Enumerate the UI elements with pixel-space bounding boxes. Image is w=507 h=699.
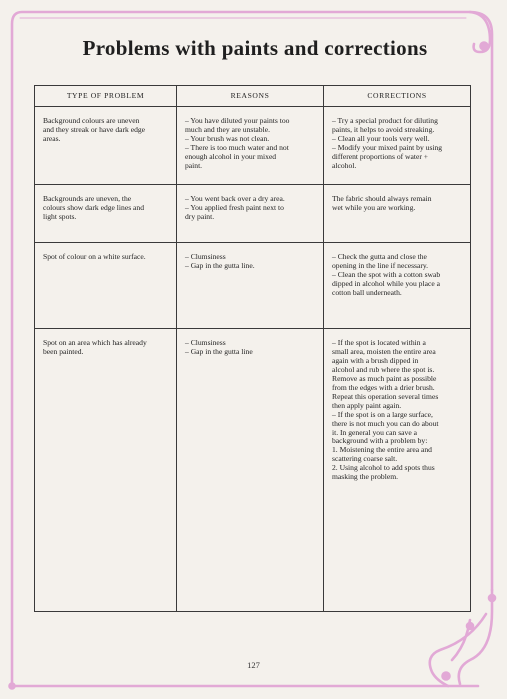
text-line: from the edges with a drier brush. (332, 382, 435, 392)
text-line: – Clumsiness (185, 338, 226, 347)
text-line: again with a brush dipped in (332, 355, 419, 365)
text-line: – There is too much water and not (185, 142, 289, 152)
text-line: – Clean the spot with a cotton swab (332, 269, 441, 279)
text-line: – Modify your mixed paint by using (332, 142, 443, 152)
problem-cell (35, 329, 177, 612)
text-line: – If the spot is located within a (332, 338, 426, 347)
text-line: – You applied fresh paint next to (185, 202, 284, 212)
text-line: – Gap in the gutta line (185, 346, 253, 356)
table-row (35, 107, 471, 185)
text-line: background with a problem by: (332, 436, 428, 446)
text-line: masking the problem. (332, 472, 399, 482)
text-line: light spots. (43, 211, 77, 221)
text-line: small area, moisten the entire area (332, 346, 436, 356)
text-line: colours show dark edge lines and (43, 202, 145, 212)
text-line: – Gap in the gutta line. (185, 260, 255, 270)
text-line: areas. (43, 133, 61, 143)
problems-table (34, 85, 471, 612)
text-line: – Your brush was not clean. (185, 133, 270, 143)
reasons-cell (177, 107, 324, 185)
table-row (35, 329, 471, 612)
text-line: there is not much you can do about (332, 418, 439, 428)
text-line: – If the spot is on a large surface, (332, 409, 433, 419)
text-line: – Clean all your tools very well. (332, 133, 430, 143)
header-type-of-problem: TYPE OF PROBLEM (35, 86, 177, 107)
text-line: dry paint. (185, 211, 215, 221)
text-line: Spot of colour on a white surface. (43, 252, 146, 261)
text-line: Background colours are uneven (43, 116, 140, 125)
text-line: Backgrounds are uneven, the (43, 194, 132, 203)
text-line: 1. Moistening the entire area and (332, 445, 432, 455)
problem-cell (35, 107, 177, 185)
text-line: alcohol. (332, 160, 357, 170)
text-line: alcohol and rub where the spot is. (332, 364, 435, 374)
text-line: – Try a special product for diluting (332, 116, 438, 125)
text-line: Remove as much paint as possible (332, 373, 437, 383)
text-line: paints, it helps to avoid streaking. (332, 124, 435, 134)
page-title: Problems with paints and corrections (82, 36, 428, 60)
header-corrections: CORRECTIONS (324, 86, 471, 107)
text-line: – You have diluted your paints too (185, 116, 290, 125)
text-line: opening in the line if necessary. (332, 260, 429, 270)
text-line: Repeat this operation several times (332, 391, 439, 401)
text-line: paint. (185, 160, 203, 170)
text-line: then apply paint again. (332, 400, 402, 410)
header-reasons: REASONS (177, 86, 324, 107)
corrections-cell (324, 329, 471, 612)
text-line: much and they are unstable. (185, 124, 270, 134)
text-line: – You went back over a dry area. (185, 194, 285, 203)
text-line: been painted. (43, 346, 84, 356)
text-line: scattering coarse salt. (332, 454, 398, 464)
text-line: dipped in alcohol while you place a (332, 278, 440, 288)
corrections-cell (324, 107, 471, 185)
table-row (35, 243, 471, 329)
text-line: Spot on an area which has already (43, 338, 147, 347)
problem-cell (35, 243, 177, 329)
text-line: wet while you are working. (332, 202, 416, 212)
page-number: 127 (247, 660, 260, 670)
corrections-cell (324, 243, 471, 329)
text-line: enough alcohol in your mixed (185, 151, 277, 161)
text-line: – Check the gutta and close the (332, 252, 427, 261)
table-row (35, 185, 471, 243)
reasons-cell (177, 185, 324, 243)
reasons-cell (177, 243, 324, 329)
table-header-row (35, 86, 471, 107)
text-line: it. In general you can save a (332, 427, 417, 437)
text-line: The fabric should always remain (332, 194, 432, 203)
corrections-cell (324, 185, 471, 243)
text-line: and they streak or have dark edge (43, 124, 146, 134)
reasons-cell (177, 329, 324, 612)
text-line: cotton ball underneath. (332, 287, 402, 297)
text-line: – Clumsiness (185, 252, 226, 261)
text-line: 2. Using alcohol to add spots thus (332, 463, 435, 473)
problem-cell (35, 185, 177, 243)
text-line: different proportions of water + (332, 151, 429, 161)
